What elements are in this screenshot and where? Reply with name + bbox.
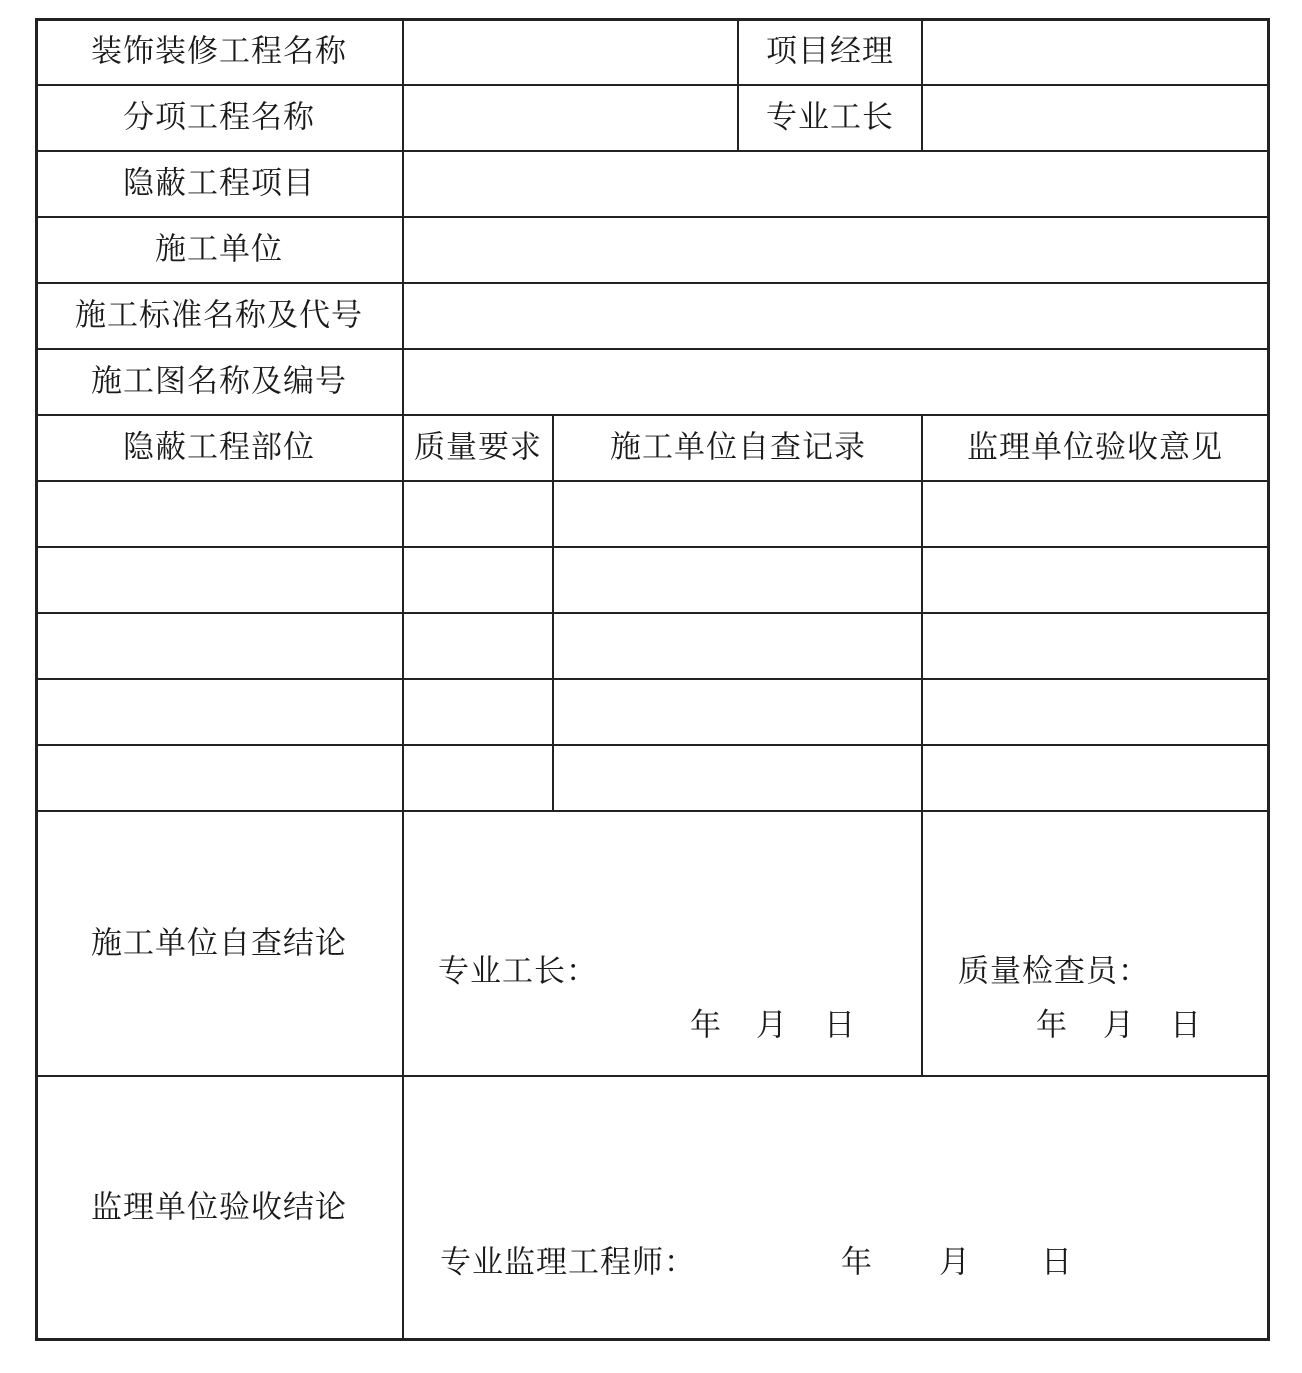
col-line (402, 18, 404, 1340)
border-bottom (35, 1338, 1270, 1341)
self-check-foreman-year: 年 (690, 1007, 722, 1044)
supervision-year: 年 (841, 1244, 873, 1281)
self-check-inspector-day: 日 (1170, 1007, 1202, 1044)
col-header-quality: 质量要求 (414, 429, 542, 466)
col-line (552, 414, 554, 811)
self-check-foreman-sign-label: 专业工长： (438, 953, 598, 990)
project-manager-label: 项目经理 (766, 33, 894, 70)
row-line (35, 84, 1270, 86)
col-line (737, 18, 739, 151)
sub-project-label: 分项工程名称 (123, 99, 315, 136)
border-top (35, 18, 1270, 21)
contractor-label: 施工单位 (155, 231, 283, 268)
row-line (35, 1075, 1270, 1077)
col-header-location: 隐蔽工程部位 (123, 429, 315, 466)
row-line (35, 546, 1270, 548)
self-check-foreman-month: 月 (756, 1007, 788, 1044)
row-line (35, 678, 1270, 680)
supervision-month: 月 (939, 1244, 971, 1281)
row-line (35, 414, 1270, 416)
col-line (921, 414, 923, 1076)
drawing-label: 施工图名称及编号 (91, 363, 347, 400)
row-line (35, 744, 1270, 746)
row-line (35, 348, 1270, 350)
foreman-label: 专业工长 (766, 99, 894, 136)
col-header-supervision: 监理单位验收意见 (967, 429, 1223, 466)
project-name-label: 装饰装修工程名称 (91, 33, 347, 70)
supervision-label: 监理单位验收结论 (91, 1189, 347, 1226)
self-check-inspector-month: 月 (1103, 1007, 1135, 1044)
self-check-foreman-day: 日 (824, 1007, 856, 1044)
self-check-inspector-sign-label: 质量检查员： (958, 953, 1150, 990)
supervision-engineer-sign-label: 专业监理工程师： (440, 1244, 696, 1281)
col-header-self-check: 施工单位自查记录 (610, 429, 866, 466)
concealed-item-label: 隐蔽工程项目 (123, 165, 315, 202)
self-check-label: 施工单位自查结论 (91, 925, 347, 962)
self-check-inspector-year: 年 (1036, 1007, 1068, 1044)
supervision-day: 日 (1041, 1244, 1073, 1281)
row-line (35, 216, 1270, 218)
row-line (35, 810, 1270, 812)
col-line (921, 18, 923, 151)
row-line (35, 282, 1270, 284)
row-line (35, 612, 1270, 614)
row-line (35, 480, 1270, 482)
standard-label: 施工标准名称及代号 (75, 297, 363, 334)
row-line (35, 150, 1270, 152)
